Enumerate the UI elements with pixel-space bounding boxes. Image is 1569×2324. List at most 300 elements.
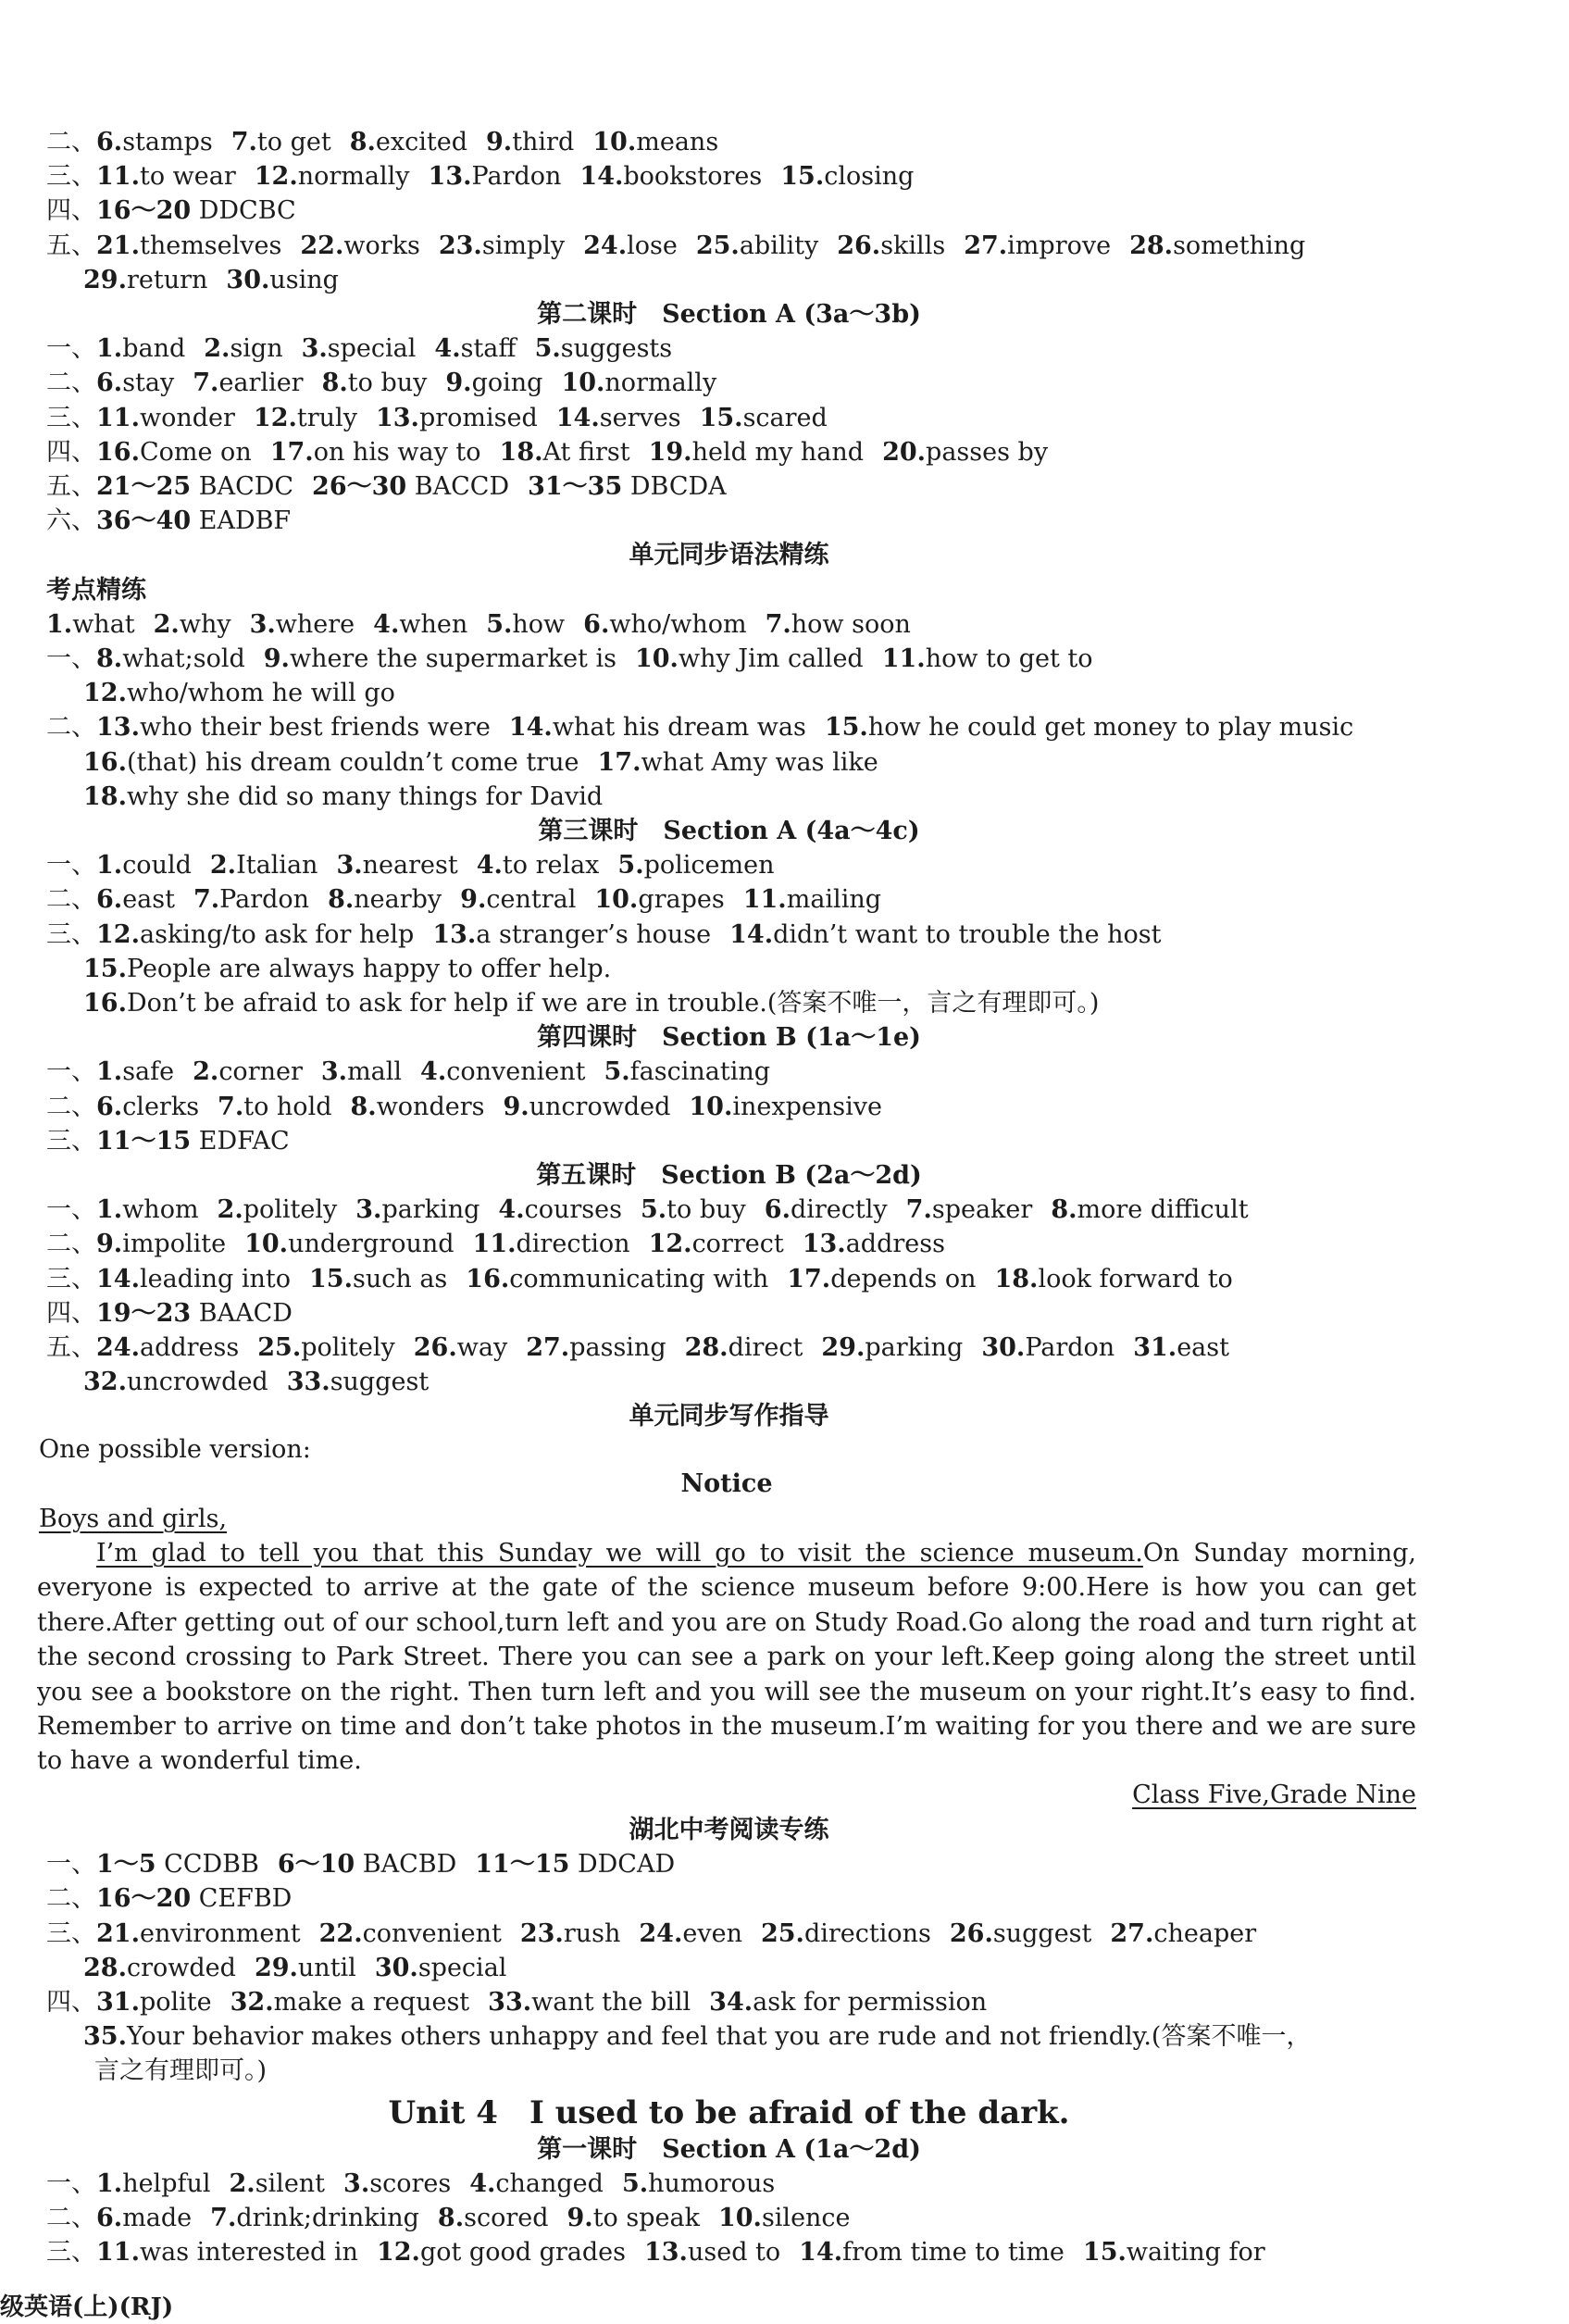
answer-text: ask for permission [753, 1988, 988, 2017]
answer-text: corner [218, 1057, 303, 1087]
answer-item [96, 435, 252, 469]
answer-item [226, 263, 339, 297]
answer-item [319, 1917, 502, 1951]
question-number: 14. [96, 1264, 140, 1293]
answer-line [46, 1985, 1412, 2019]
answer-item [312, 469, 509, 504]
answer-line [46, 229, 1412, 263]
question-number: 11. [96, 403, 140, 432]
answer-item [336, 848, 457, 882]
answer-item [622, 2167, 775, 2201]
question-number: 2. [193, 1057, 219, 1087]
answer-text: DDCAD [569, 1850, 676, 1880]
question-number: 22. [300, 231, 344, 260]
answer-item [309, 1262, 447, 1296]
answer-text: whom [122, 1195, 199, 1225]
answer-text: what;sold [122, 644, 245, 673]
question-number: 21～25 [96, 472, 192, 501]
question-number: 18. [994, 1264, 1039, 1293]
answer-line [46, 2235, 1412, 2269]
answer-line [46, 1193, 1412, 1227]
section-heading: 第五课时 Section B (2a～2d) [536, 1161, 922, 1190]
answer-text: grapes [638, 885, 725, 915]
question-number: 2. [153, 609, 180, 639]
answer-item [743, 882, 881, 917]
answer-text: address [845, 1230, 945, 1259]
answer-item [96, 1262, 291, 1296]
notice-signature: Class Five,Grade Nine [1132, 1780, 1416, 1809]
answer-item [1051, 1193, 1248, 1227]
part-number: 二、 [46, 2204, 96, 2233]
answer-line [46, 1227, 1412, 1261]
answer-item [83, 1951, 236, 1985]
answer-item [981, 1331, 1114, 1365]
answer-item [509, 710, 806, 744]
question-number: 14. [579, 162, 624, 192]
question-number: 6. [96, 2204, 123, 2233]
question-number: 9. [460, 885, 487, 915]
answer-item [700, 401, 828, 435]
answer-item [604, 1055, 770, 1089]
question-number: 8. [437, 2204, 465, 2233]
part-number: 六、 [46, 506, 96, 536]
answer-text: mall [347, 1057, 403, 1087]
answer-item [204, 331, 282, 366]
answer-text: mailing [786, 885, 881, 915]
question-number: 7. [765, 609, 791, 639]
answer-item [46, 607, 135, 642]
answer-item [351, 1090, 485, 1124]
answer-item [438, 2201, 549, 2235]
answer-item [439, 229, 565, 263]
answer-text: nearest [362, 851, 458, 881]
question-number: 23. [519, 1918, 564, 1948]
answer-text: used to [687, 2238, 781, 2268]
question-number: 5. [617, 851, 644, 881]
part-number: 二、 [46, 885, 96, 915]
question-number: 11～15 [96, 1126, 192, 1156]
answer-item [475, 1847, 675, 1881]
answer-item [96, 194, 296, 228]
answer-text: to buy [666, 1195, 746, 1225]
answer-text: why Jim called [678, 644, 864, 673]
part-number: 三、 [46, 2238, 96, 2268]
question-number: 11. [742, 885, 787, 915]
question-number: 31～35 [528, 472, 623, 501]
question-number: 4. [476, 851, 503, 881]
answer-item [96, 1985, 212, 2019]
question-number: 13. [428, 162, 472, 192]
answer-item [264, 642, 616, 676]
question-number: 9. [445, 369, 472, 398]
answer-line [46, 1262, 1412, 1296]
answer-text: improve [1007, 231, 1112, 260]
question-number: 17. [269, 437, 314, 467]
part-number: 一、 [46, 2169, 96, 2198]
part-number: 一、 [46, 1850, 96, 1880]
answer-item [96, 848, 192, 882]
answer-text: polite [139, 1988, 212, 2017]
section-heading: 第一课时 Section A (1a～2d) [537, 2134, 921, 2164]
answer-text: EDFAC [191, 1126, 290, 1156]
part-number: 二、 [46, 1230, 96, 1259]
question-number: 14. [555, 403, 600, 432]
answer-text: leading into [139, 1264, 291, 1293]
answer-item [218, 1193, 338, 1227]
answer-item [154, 607, 231, 642]
question-number: 10. [634, 644, 679, 673]
question-number: 1. [46, 609, 73, 639]
answer-item [649, 1227, 784, 1261]
section-label: 考点精练 [46, 575, 146, 605]
answer-text: safe [122, 1057, 175, 1087]
answer-item [96, 159, 236, 194]
answer-item [594, 882, 724, 917]
page-footer: 级英语(上)(RJ) [0, 2293, 174, 2321]
answer-text: changed [495, 2169, 604, 2198]
answer-text: special [327, 334, 417, 364]
answer-text: politely [243, 1195, 338, 1225]
answer-text: didn’t want to trouble the host [773, 919, 1162, 949]
answer-item [321, 1055, 402, 1089]
question-number: 12. [83, 679, 127, 708]
answer-text: CCDBB [156, 1850, 259, 1880]
answer-item [1133, 1331, 1229, 1365]
answer-text: Come on [139, 437, 252, 467]
answer-line [46, 607, 1412, 642]
answer-item [193, 882, 309, 917]
answer-text: DBCDA [622, 472, 727, 501]
answer-text: environment [139, 1918, 301, 1948]
answer-text: crowded [126, 1953, 236, 1982]
question-number: 9. [486, 128, 513, 156]
answer-item [96, 710, 491, 744]
answer-item [583, 607, 746, 642]
answer-text: sign [230, 334, 283, 364]
answer-text: more difficult [1077, 1195, 1249, 1225]
answer-item [561, 366, 716, 400]
question-number: 33. [286, 1368, 330, 1397]
answer-item [193, 366, 303, 400]
answer-item [799, 2235, 1065, 2269]
question-number: 8. [350, 1092, 377, 1121]
question-number: 29. [254, 1953, 298, 1982]
part-number: 一、 [46, 644, 96, 673]
answer-item [787, 1262, 976, 1296]
part-number: 三、 [46, 162, 96, 192]
question-number: 16. [83, 989, 127, 1018]
answer-line [46, 2201, 1412, 2235]
answer-item [255, 1951, 356, 1985]
answer-item [376, 401, 538, 435]
question-number: 24. [96, 1333, 140, 1362]
question-number: 1. [96, 334, 123, 364]
answer-item [255, 159, 410, 194]
answer-line [83, 1365, 1412, 1399]
answer-item [278, 1847, 456, 1881]
answer-text: held my hand [691, 437, 865, 467]
question-number: 12. [376, 2238, 420, 2268]
answer-item [96, 125, 213, 159]
answer-item [460, 882, 576, 917]
answer-item [231, 125, 331, 159]
question-number: 27. [1110, 1918, 1154, 1948]
question-number: 26. [837, 231, 881, 260]
question-number: 7. [905, 1195, 932, 1225]
answer-item [994, 1262, 1232, 1296]
answer-item [685, 1331, 803, 1365]
answer-item [906, 1193, 1033, 1227]
part-number: 三、 [46, 919, 96, 949]
answer-text: normally [297, 162, 410, 192]
answer-item [210, 848, 318, 882]
part-number: 一、 [46, 1057, 96, 1087]
question-number: 11. [472, 1230, 517, 1259]
answer-text: correct [691, 1230, 784, 1259]
answer-text: scored [464, 2204, 549, 2233]
answer-text: depends on [830, 1264, 977, 1293]
part-number: 三、 [46, 1918, 96, 1948]
question-number: 11. [96, 2238, 140, 2268]
answer-item [96, 366, 174, 400]
question-number: 8. [321, 369, 348, 398]
answer-line [46, 1296, 1412, 1331]
answer-item [96, 1055, 174, 1089]
question-number: 8. [96, 644, 123, 673]
question-number: 5. [486, 609, 513, 639]
question-number: 12. [254, 162, 298, 192]
answer-text: At first [542, 437, 630, 467]
answer-text: BACDC [191, 472, 294, 501]
question-number: 4. [469, 2169, 496, 2198]
answer-item [420, 1055, 585, 1089]
part-number: 二、 [46, 369, 96, 398]
answer-text: a stranger’s house [476, 919, 712, 949]
answer-item [377, 2235, 626, 2269]
answer-line [46, 331, 1412, 366]
answer-item [355, 1193, 479, 1227]
answer-item [498, 1193, 622, 1227]
question-number: 20. [882, 437, 927, 467]
answer-text: passes by [926, 437, 1049, 467]
answer-text: scores [369, 2169, 452, 2198]
answer-text: staff [460, 334, 517, 364]
question-number: 2. [204, 334, 230, 364]
answer-text: helpful [122, 2169, 211, 2198]
answer-item [718, 2201, 851, 2235]
part-number: 三、 [46, 1264, 96, 1293]
answer-item [96, 918, 414, 952]
part-number: 二、 [46, 1884, 96, 1914]
question-number: 19. [648, 437, 692, 467]
answer-item [96, 331, 185, 366]
question-number: 6. [96, 128, 123, 156]
answer-text: way [456, 1333, 508, 1362]
answer-text: stamps [122, 128, 213, 156]
answer-line [46, 194, 1412, 228]
question-number: 28. [684, 1333, 728, 1362]
question-number: 31. [1133, 1333, 1177, 1362]
answer-item [466, 1262, 768, 1296]
answer-line [83, 676, 1412, 710]
answer-text: direction [516, 1230, 630, 1259]
answer-text: east [1177, 1333, 1229, 1362]
answer-item [500, 435, 630, 469]
question-number: 3. [249, 609, 276, 639]
answer-text: (that) his dream couldn’t come true [126, 747, 579, 777]
answer-text: third [512, 128, 575, 156]
answer-text: how [512, 609, 566, 639]
answer-text: parking [865, 1333, 964, 1362]
answer-text: who/whom he will go [126, 679, 395, 708]
question-number: 18. [83, 781, 127, 811]
answer-text: convenient [362, 1918, 502, 1948]
answer-text: wonders [376, 1092, 485, 1121]
question-number: 1～5 [96, 1850, 156, 1880]
question-number: 10. [244, 1230, 289, 1259]
answer-text: how soon [791, 609, 911, 639]
answer-item [96, 2201, 192, 2235]
question-number: 13. [643, 2238, 688, 2268]
question-number: 15. [1082, 2238, 1127, 2268]
question-number: 16. [466, 1264, 510, 1293]
section-heading: 第三课时 Section A (4a～4c) [538, 817, 920, 845]
answer-item [649, 435, 864, 469]
question-number: 6. [96, 885, 123, 915]
answer-text: BAACD [191, 1298, 293, 1328]
answer-item [96, 1296, 293, 1331]
answer-text: directly [790, 1195, 888, 1225]
answer-text: how to get to [925, 644, 1093, 673]
answer-text: to hold [243, 1092, 332, 1121]
part-number: 四、 [46, 1988, 96, 2017]
section-heading: 单元同步语法精练 [629, 541, 829, 570]
part-number: 二、 [46, 1092, 96, 1121]
part-number: 五、 [46, 231, 96, 260]
answer-text: fascinating [629, 1057, 771, 1087]
answer-item [250, 607, 355, 642]
answer-text: truly [296, 403, 357, 432]
question-number: 4. [420, 1057, 447, 1087]
answer-text: works [343, 231, 420, 260]
answer-item [302, 331, 417, 366]
answer-item [83, 676, 395, 710]
answer-item [96, 504, 291, 538]
answer-text: BACBD [355, 1850, 457, 1880]
answer-item [432, 918, 711, 952]
answer-text: band [122, 334, 186, 364]
answer-text: to wear [139, 162, 236, 192]
question-number: 13. [96, 713, 140, 743]
answer-item [473, 1227, 630, 1261]
section-heading: 第四课时 Section B (1a～1e) [537, 1023, 921, 1053]
answer-item [343, 2167, 451, 2201]
answer-text: uncrowded [529, 1092, 671, 1121]
answer-line [46, 401, 1412, 435]
answer-line [46, 159, 1412, 194]
question-number: 3. [343, 2169, 370, 2198]
answer-item [950, 1917, 1091, 1951]
answer-item [96, 1090, 199, 1124]
question-number: 7. [210, 2204, 237, 2233]
question-number: 15. [699, 403, 743, 432]
answer-item [96, 2167, 211, 2201]
answer-text: why [179, 609, 231, 639]
question-number: 36～40 [96, 506, 192, 536]
question-number: 21. [96, 1918, 140, 1948]
answer-line [83, 986, 1412, 1020]
question-number: 1. [96, 2169, 123, 2198]
answer-text: who their best friends were [139, 713, 491, 743]
answer-line [46, 125, 1412, 159]
answer-line [83, 952, 1412, 986]
answer-line [46, 2167, 1412, 2201]
answer-text: Don’t be afraid to ask for help if we are in trouble.(答案不唯一，言之有理即可。) [126, 989, 1100, 1018]
answer-text: where the supermarket is [289, 644, 616, 673]
answer-text: want the bill [531, 1988, 691, 2017]
answer-item [96, 1227, 226, 1261]
answer-text: direct [728, 1333, 803, 1362]
answer-item [83, 2019, 1311, 2054]
question-number: 10. [717, 2204, 762, 2233]
answer-item [254, 401, 357, 435]
answer-item [837, 229, 945, 263]
answer-item [825, 710, 1353, 744]
answer-line [83, 745, 1412, 780]
part-number: 四、 [46, 437, 96, 467]
answer-text: underground [288, 1230, 455, 1259]
answer-text: look forward to [1038, 1264, 1233, 1293]
answer-item [709, 1985, 987, 2019]
answer-text: earlier [218, 369, 304, 398]
notice-body [37, 1536, 1416, 1779]
question-number: 8. [1051, 1195, 1077, 1225]
answer-text: directions [803, 1918, 931, 1948]
answer-item [230, 1985, 470, 2019]
question-number: 1. [96, 1057, 123, 1087]
answer-text: on his way to [313, 437, 481, 467]
answer-item [765, 1193, 888, 1227]
question-number: 16～20 [96, 196, 192, 226]
part-number: 三、 [46, 403, 96, 432]
question-number: 28. [1129, 231, 1174, 260]
question-number: 10. [594, 885, 639, 915]
question-number: 29. [821, 1333, 865, 1362]
question-number: 21. [96, 231, 140, 260]
answer-text: even [682, 1918, 742, 1948]
answer-item [429, 159, 562, 194]
answer-line [46, 1847, 1412, 1881]
answer-line [46, 882, 1412, 917]
question-number: 4. [373, 609, 400, 639]
answer-text: east [122, 885, 175, 915]
section-heading: 单元同步写作指导 [629, 1402, 829, 1431]
answer-text: humorous [648, 2169, 776, 2198]
answer-item [94, 2054, 267, 2088]
answer-line [83, 1951, 1412, 1985]
answer-line [46, 435, 1412, 469]
answer-item [96, 401, 235, 435]
question-number: 32. [83, 1368, 127, 1397]
question-number: 6. [583, 609, 610, 639]
answer-text: stay [122, 369, 175, 398]
answer-item [761, 1917, 931, 1951]
question-number: 26～30 [312, 472, 407, 501]
question-number: 29. [83, 265, 127, 294]
answer-item [641, 1193, 746, 1227]
answer-text: rush [563, 1918, 621, 1948]
answer-text: Pardon [471, 162, 562, 192]
